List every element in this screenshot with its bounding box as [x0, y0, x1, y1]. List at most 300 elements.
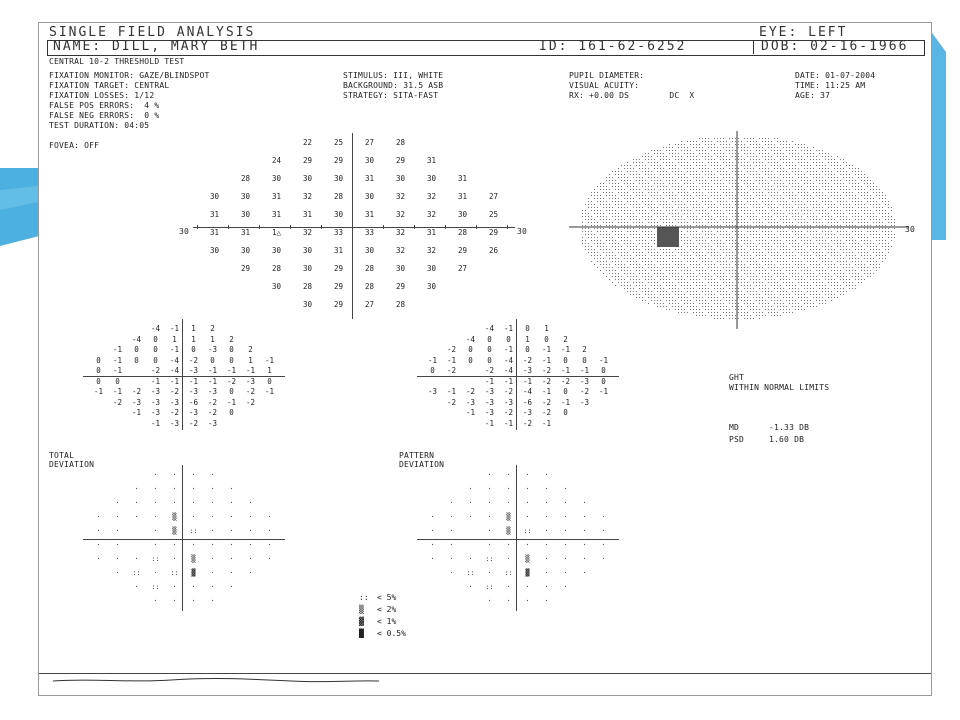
total-probability-cell: ·: [191, 485, 196, 493]
total-deviation-cell: -3: [188, 387, 199, 396]
total-probability-cell: ·: [172, 555, 177, 563]
parameter-line: FALSE NEG ERRORS: 0 %: [49, 111, 160, 120]
pattern-deviation-cell: 0: [563, 387, 568, 396]
total-deviation-cell: -2: [112, 397, 123, 407]
total-probability-cell: ▓: [191, 569, 196, 577]
total-deviation-label: TOTAL DEVIATION: [49, 451, 95, 469]
legend-text: < 2%: [377, 605, 397, 614]
pattern-probability-cell: ·: [601, 555, 606, 563]
pattern-probability-cell: ·: [525, 597, 530, 605]
pattern-probability-cell: ::: [523, 527, 532, 535]
threshold-tick: [197, 225, 198, 229]
pattern-deviation-cell: 0: [430, 366, 435, 375]
pattern-probability-cell: ·: [468, 485, 473, 493]
total-deviation-cell: 0: [229, 345, 234, 354]
total-probability-cell: ·: [248, 527, 253, 535]
total-probability-cell: ·: [134, 499, 139, 507]
legend-symbol: ▓: [359, 617, 364, 626]
total-probability-cell: ·: [134, 555, 139, 563]
total-probability-cell: ·: [191, 583, 196, 591]
threshold-cell: 30: [302, 174, 313, 183]
total-deviation-cell: 1: [191, 334, 196, 344]
total-deviation-cell: -2: [150, 366, 161, 375]
total-probability-horizontal-axis: [83, 539, 285, 540]
total-probability-cell: ·: [172, 471, 177, 479]
total-deviation-cell: 0: [210, 355, 215, 365]
pattern-deviation-cell: -1: [541, 355, 552, 365]
pattern-probability-cell: ▓: [525, 569, 530, 577]
total-probability-cell: ·: [229, 499, 234, 507]
threshold-cell: 33: [333, 228, 344, 237]
pattern-probability-cell: ·: [525, 499, 530, 507]
total-deviation-cell: -2: [169, 387, 180, 396]
pattern-deviation-cell: -4: [503, 366, 514, 375]
total-deviation-cell: -1: [169, 345, 180, 354]
threshold-cell: 30: [302, 246, 313, 255]
pattern-probability-cell: ·: [544, 541, 549, 549]
pattern-probability-cell: ·: [525, 583, 530, 591]
pattern-probability-cell: ·: [468, 555, 473, 563]
report-title: SINGLE FIELD ANALYSIS: [49, 25, 256, 40]
pattern-deviation-cell: -1: [541, 418, 552, 428]
threshold-tick: [445, 225, 446, 229]
total-probability-cell: ·: [172, 485, 177, 493]
pattern-probability-cell: ·: [582, 513, 587, 521]
threshold-cell: 31: [271, 210, 282, 219]
threshold-cell: 29: [302, 156, 313, 165]
total-deviation-cell: -4: [150, 324, 161, 333]
pattern-probability-cell: ·: [525, 541, 530, 549]
total-probability-cell: ·: [153, 471, 158, 479]
total-probability-cell: ·: [172, 499, 177, 507]
pattern-probability-cell: ·: [563, 499, 568, 507]
threshold-cell: 30: [302, 300, 313, 309]
threshold-cell: 30: [426, 282, 437, 291]
pattern-probability-cell: ·: [563, 555, 568, 563]
threshold-cell: 31: [271, 192, 282, 201]
total-deviation-cell: 1: [248, 355, 253, 365]
total-deviation-cell: -2: [169, 408, 180, 417]
total-probability-cell: ·: [115, 555, 120, 563]
parameter-line: FIXATION MONITOR: GAZE/BLINDSPOT: [49, 71, 210, 80]
threshold-tick: [507, 225, 508, 229]
total-probability-cell: ·: [210, 541, 215, 549]
total-probability-cell: ·: [248, 499, 253, 507]
pattern-probability-cell: ·: [506, 471, 511, 479]
threshold-cell: 31: [209, 210, 220, 219]
threshold-cell: 28: [302, 282, 313, 291]
total-deviation-cell: 1: [210, 334, 215, 344]
total-probability-cell: ·: [229, 583, 234, 591]
pattern-deviation-cell: -1: [427, 355, 438, 365]
total-deviation-cell: -4: [169, 355, 180, 365]
pattern-deviation-cell: -3: [465, 397, 476, 407]
pattern-deviation-cell: 0: [563, 355, 568, 365]
total-deviation-cell: 1: [172, 334, 177, 344]
threshold-left-label: 30: [179, 227, 190, 236]
pattern-deviation-cell: -1: [465, 408, 476, 417]
total-deviation-cell: -3: [169, 418, 180, 428]
pattern-probability-cell: ·: [449, 569, 454, 577]
threshold-cell: 22: [302, 138, 313, 147]
total-deviation-cell: -3: [188, 366, 199, 375]
total-probability-cell: ·: [153, 499, 158, 507]
pattern-probability-cell: ·: [506, 499, 511, 507]
pattern-probability-cell: ·: [582, 499, 587, 507]
total-deviation-cell: -2: [207, 397, 218, 407]
threshold-cell: 31: [426, 156, 437, 165]
total-probability-cell: ·: [210, 597, 215, 605]
threshold-cell: 31: [457, 192, 468, 201]
total-deviation-cell: -1: [93, 387, 104, 396]
pattern-probability-cell: ·: [487, 485, 492, 493]
total-deviation-cell: 0: [134, 345, 139, 354]
md-label: MD: [729, 423, 740, 432]
threshold-cell: 30: [364, 156, 375, 165]
pattern-deviation-cell: 0: [487, 355, 492, 365]
pattern-deviation-cell: -3: [427, 387, 438, 396]
total-deviation-cell: -1: [169, 324, 180, 333]
threshold-cell: 28: [333, 192, 344, 201]
threshold-cell: 1△: [271, 228, 282, 237]
pattern-probability-cell: ·: [544, 513, 549, 521]
threshold-cell: 27: [457, 264, 468, 273]
total-probability-cell: ·: [134, 583, 139, 591]
pattern-deviation-cell: -1: [503, 418, 514, 428]
parameter-line: PUPIL DIAMETER:: [569, 71, 645, 80]
threshold-cell: 30: [364, 246, 375, 255]
pattern-probability-cell: ·: [506, 583, 511, 591]
total-deviation-cell: -3: [150, 387, 161, 396]
md-value: -1.33 DB: [769, 423, 810, 432]
pattern-probability-cell: ·: [468, 499, 473, 507]
total-deviation-cell: -3: [207, 387, 218, 396]
pattern-probability-cell: ·: [487, 527, 492, 535]
pattern-deviation-cell: -4: [522, 387, 533, 396]
threshold-cell: 27: [364, 138, 375, 147]
threshold-cell: 31: [302, 210, 313, 219]
pattern-probability-cell: ·: [601, 541, 606, 549]
pattern-deviation-cell: -1: [560, 345, 571, 354]
total-probability-cell: ·: [172, 541, 177, 549]
pattern-probability-cell: ·: [582, 527, 587, 535]
total-probability-cell: ·: [210, 555, 215, 563]
pattern-deviation-cell: -3: [522, 408, 533, 417]
total-deviation-cell: -3: [169, 397, 180, 407]
total-probability-cell: ::: [170, 569, 179, 577]
pattern-probability-cell: ·: [468, 583, 473, 591]
total-probability-cell: ·: [248, 513, 253, 521]
pattern-probability-cell: ·: [525, 513, 530, 521]
threshold-cell: 28: [364, 264, 375, 273]
pattern-probability-cell: ·: [563, 541, 568, 549]
threshold-cell: 32: [426, 192, 437, 201]
threshold-cell: 30: [426, 174, 437, 183]
total-probability-cell: ·: [229, 569, 234, 577]
pattern-deviation-cell: -3: [484, 397, 495, 407]
pattern-probability-cell: ·: [544, 471, 549, 479]
pattern-deviation-cell: -1: [503, 324, 514, 333]
total-deviation-cell: 0: [267, 376, 272, 386]
pattern-deviation-cell: -1: [446, 387, 457, 396]
pattern-deviation-cell: -2: [503, 408, 514, 417]
total-probability-cell: ·: [115, 541, 120, 549]
pattern-probability-cell: ·: [544, 597, 549, 605]
threshold-cell: 28: [240, 174, 251, 183]
total-deviation-cell: -1: [207, 366, 218, 375]
psd-label: PSD: [729, 435, 745, 444]
total-probability-cell: ·: [115, 499, 120, 507]
total-deviation-cell: 0: [134, 355, 139, 365]
pattern-deviation-cell: -3: [503, 397, 514, 407]
pattern-deviation-cell: -3: [579, 397, 590, 407]
patient-dob: DOB: 02-16-1966: [761, 39, 909, 54]
pattern-deviation-cell: 1: [544, 324, 549, 333]
total-probability-cell: ·: [134, 485, 139, 493]
pattern-probability-cell: ·: [563, 527, 568, 535]
threshold-cell: 30: [209, 246, 220, 255]
threshold-cell: 28: [457, 228, 468, 237]
total-deviation-cell: -3: [207, 345, 218, 354]
total-deviation-cell: -1: [112, 345, 123, 354]
total-deviation-cell: 0: [229, 355, 234, 365]
threshold-tick: [476, 225, 477, 229]
psd-value: 1.60 DB: [769, 435, 805, 444]
total-deviation-cell: -1: [226, 397, 237, 407]
total-deviation-cell: -1: [112, 366, 123, 375]
pattern-deviation-cell: 0: [544, 334, 549, 344]
total-deviation-cell: -1: [150, 376, 161, 386]
threshold-cell: 29: [395, 156, 406, 165]
legend-text: < 0.5%: [377, 629, 406, 638]
parameter-line: TIME: 11:25 AM: [795, 81, 866, 90]
threshold-cell: 25: [333, 138, 344, 147]
total-deviation-cell: -3: [150, 397, 161, 407]
parameter-line: FIXATION TARGET: CENTRAL: [49, 81, 170, 90]
total-deviation-cell: 1: [267, 366, 272, 375]
total-probability-cell: ·: [267, 541, 272, 549]
pattern-deviation-cell: -3: [484, 387, 495, 396]
total-deviation-cell: 0: [229, 387, 234, 396]
threshold-cell: 29: [333, 264, 344, 273]
pattern-deviation-cell: -1: [503, 345, 514, 354]
pattern-probability-cell: ·: [449, 513, 454, 521]
pattern-deviation-cell: -1: [598, 387, 609, 396]
total-probability-cell: ·: [210, 513, 215, 521]
total-deviation-cell: 0: [153, 334, 158, 344]
total-deviation-cell: 0: [153, 355, 158, 365]
threshold-cell: 30: [240, 246, 251, 255]
threshold-cell: 28: [364, 282, 375, 291]
graytone-plot: [569, 131, 929, 331]
pattern-probability-cell: ·: [582, 541, 587, 549]
total-deviation-cell: 2: [248, 345, 253, 354]
pattern-probability-cell: ::: [466, 569, 475, 577]
pattern-probability-cell: ·: [506, 597, 511, 605]
pattern-probability-cell: ·: [544, 569, 549, 577]
total-probability-cell: ▒: [172, 527, 177, 535]
pattern-deviation-cell: -1: [541, 387, 552, 396]
total-probability-cell: ·: [172, 583, 177, 591]
pattern-deviation-cell: -1: [503, 376, 514, 386]
total-probability-cell: ·: [267, 527, 272, 535]
patient-id: ID: 161-62-6252: [539, 39, 687, 54]
threshold-cell: 29: [488, 228, 499, 237]
pattern-deviation-cell: -2: [446, 366, 457, 375]
parameter-line: BACKGROUND: 31.5 ASB: [343, 81, 444, 90]
pattern-deviation-cell: -3: [484, 408, 495, 417]
total-deviation-cell: 0: [229, 408, 234, 417]
pattern-deviation-cell: -1: [484, 418, 495, 428]
pattern-deviation-cell: 0: [487, 334, 492, 344]
threshold-cell: 30: [333, 210, 344, 219]
total-deviation-cell: -1: [264, 387, 275, 396]
total-probability-cell: ·: [153, 527, 158, 535]
total-deviation-cell: -2: [131, 387, 142, 396]
threshold-cell: 31: [240, 228, 251, 237]
parameter-line: AGE: 37: [795, 91, 831, 100]
threshold-cell: 31: [364, 174, 375, 183]
total-probability-cell: ·: [210, 499, 215, 507]
threshold-cell: 29: [240, 264, 251, 273]
pattern-deviation-cell: 0: [506, 334, 511, 344]
threshold-cell: 28: [395, 300, 406, 309]
parameter-line: STIMULUS: III, WHITE: [343, 71, 444, 80]
parameter-line: DATE: 01-07-2004: [795, 71, 876, 80]
pattern-probability-cell: ·: [506, 541, 511, 549]
total-deviation-cell: -3: [150, 408, 161, 417]
ght-label: GHT: [729, 373, 745, 382]
total-probability-cell: ·: [115, 513, 120, 521]
pattern-probability-cell: ·: [430, 513, 435, 521]
threshold-cell: 32: [395, 228, 406, 237]
total-deviation-cell: -1: [131, 408, 142, 417]
legend-text: < 1%: [377, 617, 397, 626]
pattern-deviation-cell: -2: [503, 387, 514, 396]
threshold-cell: 33: [364, 228, 375, 237]
total-probability-cell: ·: [191, 513, 196, 521]
pattern-probability-cell: ·: [525, 485, 530, 493]
total-deviation-cell: -2: [245, 397, 256, 407]
total-deviation-cell: -1: [245, 366, 256, 375]
pattern-deviation-cell: -3: [579, 376, 590, 386]
total-probability-cell: ·: [96, 555, 101, 563]
blind-spot: [657, 227, 679, 247]
pattern-deviation-cell: 0: [468, 345, 473, 354]
total-deviation-cell: -3: [131, 397, 142, 407]
parameter-line: FALSE POS ERRORS: 4 %: [49, 101, 160, 110]
pattern-deviation-cell: 2: [563, 334, 568, 344]
total-probability-cell: ·: [229, 527, 234, 535]
total-probability-cell: ·: [229, 555, 234, 563]
dob-divider: [753, 40, 754, 54]
pattern-deviation-cell: 0: [601, 376, 606, 386]
pattern-probability-cell: ·: [487, 569, 492, 577]
total-probability-cell: ·: [153, 485, 158, 493]
pattern-probability-cell: ·: [468, 513, 473, 521]
threshold-cell: 31: [333, 246, 344, 255]
total-probability-cell: ·: [96, 541, 101, 549]
pattern-deviation-cell: 1: [525, 334, 530, 344]
pattern-probability-cell: ·: [430, 527, 435, 535]
total-deviation-cell: 2: [210, 324, 215, 333]
total-probability-cell: ·: [153, 569, 158, 577]
pattern-probability-cell: ·: [506, 555, 511, 563]
pattern-probability-cell: ·: [449, 555, 454, 563]
parameter-line: VISUAL ACUITY:: [569, 81, 640, 90]
pattern-probability-cell: ·: [582, 555, 587, 563]
pattern-deviation-cell: -2: [541, 397, 552, 407]
total-deviation-cell: -2: [245, 387, 256, 396]
pattern-deviation-cell: -6: [522, 397, 533, 407]
ght-value: WITHIN NORMAL LIMITS: [729, 383, 830, 392]
pattern-deviation-cell: -1: [560, 397, 571, 407]
threshold-cell: 30: [271, 282, 282, 291]
total-deviation-cell: 0: [96, 355, 101, 365]
threshold-cell: 30: [426, 264, 437, 273]
threshold-cell: 30: [209, 192, 220, 201]
total-probability-cell: ·: [248, 541, 253, 549]
threshold-cell: 30: [395, 264, 406, 273]
pattern-deviation-cell: 0: [468, 355, 473, 365]
threshold-cell: 27: [364, 300, 375, 309]
threshold-cell: 29: [395, 282, 406, 291]
pattern-probability-cell: ▒: [506, 513, 511, 521]
threshold-cell: 32: [426, 210, 437, 219]
total-deviation-cell: -3: [188, 408, 199, 417]
threshold-cell: 30: [240, 210, 251, 219]
pattern-probability-cell: ·: [487, 499, 492, 507]
threshold-cell: 25: [488, 210, 499, 219]
total-probability-cell: ·: [248, 569, 253, 577]
pattern-deviation-cell: 0: [487, 345, 492, 354]
total-deviation-cell: -1: [264, 355, 275, 365]
total-probability-cell: ::: [189, 527, 198, 535]
threshold-cell: 30: [302, 264, 313, 273]
eye-label: EYE: LEFT: [759, 25, 848, 40]
threshold-cell: 24: [271, 156, 282, 165]
pattern-probability-cell: ·: [430, 541, 435, 549]
footer-rule: [39, 673, 931, 674]
pattern-deviation-cell: -1: [484, 376, 495, 386]
pattern-deviation-cell: -1: [446, 355, 457, 365]
total-probability-cell: ·: [210, 583, 215, 591]
threshold-cell: 29: [333, 300, 344, 309]
pattern-deviation-cell: 0: [582, 355, 587, 365]
threshold-tick: [383, 225, 384, 229]
total-deviation-cell: -1: [188, 376, 199, 386]
total-deviation-cell: 0: [96, 366, 101, 375]
total-deviation-cell: -2: [207, 408, 218, 417]
parameter-line: TEST DURATION: 04:05: [49, 121, 150, 130]
total-probability-cell: ·: [115, 569, 120, 577]
total-probability-cell: ·: [229, 513, 234, 521]
pattern-probability-cell: ▒: [506, 527, 511, 535]
total-deviation-cell: -1: [226, 366, 237, 375]
pattern-probability-cell: ·: [487, 513, 492, 521]
pattern-probability-cell: ·: [544, 555, 549, 563]
parameter-line: STRATEGY: SITA-FAST: [343, 91, 439, 100]
total-probability-cell: ·: [153, 513, 158, 521]
pattern-deviation-cell: 2: [582, 345, 587, 354]
pattern-deviation-cell: 0: [601, 366, 606, 375]
threshold-cell: 30: [395, 174, 406, 183]
pattern-probability-cell: ·: [487, 541, 492, 549]
total-deviation-cell: 0: [191, 345, 196, 354]
threshold-cell: 31: [364, 210, 375, 219]
pattern-deviation-cell: -1: [560, 366, 571, 375]
total-deviation-cell: 0: [96, 376, 101, 386]
